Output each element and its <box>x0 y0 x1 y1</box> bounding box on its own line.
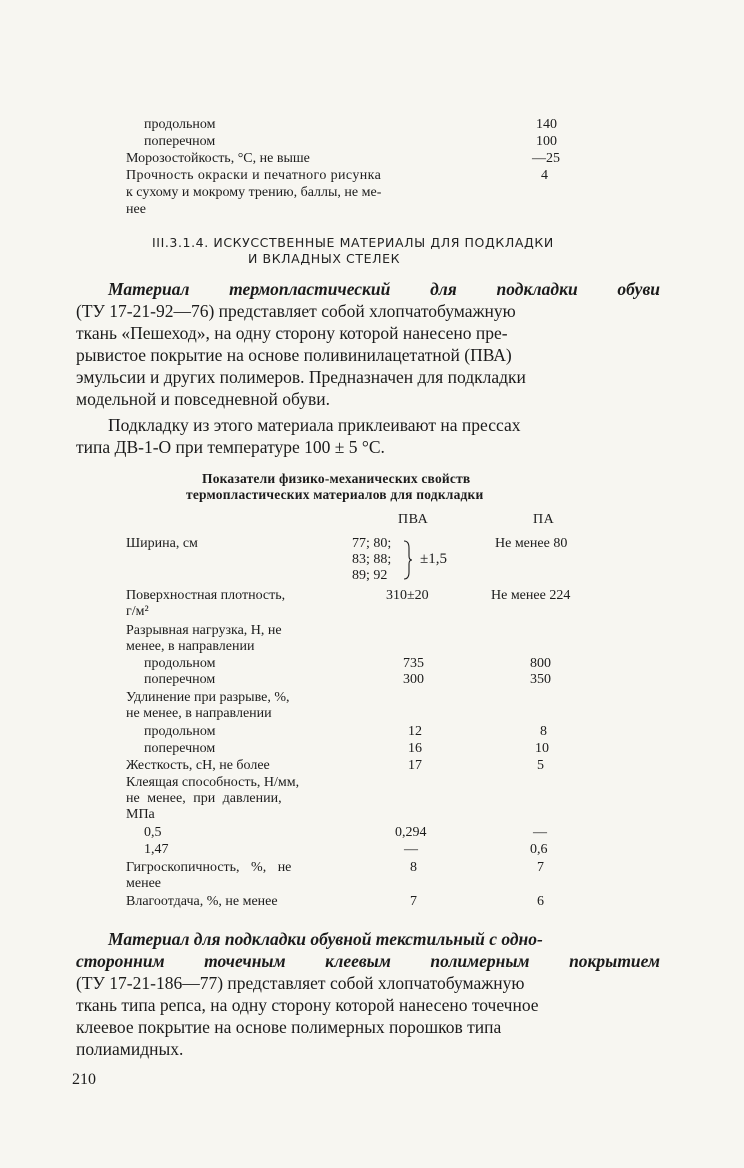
row-value-pva: 12 <box>408 724 422 739</box>
width-pa-value: Не менее 80 <box>495 536 568 551</box>
row-label: продольном <box>144 656 216 671</box>
paragraph-3-line: клеевое покрытие на основе полимерных порошков типа <box>76 1017 502 1037</box>
paragraph-1-bold-lead: Материал термопластический для подкладки обуви <box>108 279 660 299</box>
paragraph-1-line: модельной и повседневной обуви. <box>76 389 330 409</box>
paragraph-1-line: эмульсии и других полимеров. Предназначен для подкладки <box>76 367 526 387</box>
row-value-pva: 0,294 <box>395 825 427 840</box>
row-label-width: Ширина, см <box>126 536 198 551</box>
column-header-pa: ПА <box>533 512 555 527</box>
row-label: Удлинение при разрыве, %, <box>126 690 290 705</box>
row-value-pva: 7 <box>410 894 417 909</box>
row-value-pa: 6 <box>537 894 544 909</box>
row-label: Клеящая способность, Н/мм, <box>126 775 300 790</box>
column-header-pva: ПВА <box>398 512 429 527</box>
row-label: Влагоотдача, %, не менее <box>126 894 278 909</box>
row-value-pa: 7 <box>537 860 544 875</box>
row-label: 0,5 <box>144 825 162 840</box>
row-label: менее <box>126 876 161 891</box>
row-value-pa: — <box>533 825 547 840</box>
width-pva-tolerance: ±1,5 <box>420 551 447 567</box>
paragraph-3-bold-line: Материал для подкладки обувной текстильный с одно- <box>108 929 543 949</box>
row-label: продольном <box>144 724 216 739</box>
width-pva-line: 77; 80; <box>352 536 392 551</box>
row-value-pa: 10 <box>535 741 549 756</box>
row-value-pa: Не менее 224 <box>491 588 571 603</box>
top-row-label: нее <box>126 202 146 217</box>
paragraph-2-line: Подкладку из этого материала приклеивают на прессах <box>108 415 521 435</box>
row-value-pva: 735 <box>403 656 424 671</box>
row-value-pa: 0,6 <box>530 842 548 857</box>
row-value-pa: 5 <box>537 758 544 773</box>
row-label: Жесткость, сН, не более <box>126 758 270 773</box>
paragraph-1-line: (ТУ 17-21-92—76) представляет собой хлопчатобумажную <box>76 301 516 321</box>
top-row-label: к сухому и мокрому трению, баллы, не ме- <box>126 185 382 200</box>
paragraph-1-line: ткань «Пешеход», на одну сторону которой нанесено пре- <box>76 323 508 343</box>
row-label: МПа <box>126 807 155 822</box>
row-label: не менее, в направлении <box>126 706 272 721</box>
top-row-label: Прочность окраски и печатного рисунка <box>126 168 382 183</box>
width-pva-line: 89; 92 <box>352 568 388 583</box>
paragraph-3-line: ткань типа репса, на одну сторону которой нанесено точечное <box>76 995 539 1015</box>
paragraph-3-line: полиамидных. <box>76 1039 184 1059</box>
top-row-label: поперечном <box>144 134 216 149</box>
row-label <box>126 587 342 604</box>
label-word: Поверхностная плотность, <box>126 588 286 603</box>
label-line <box>126 587 342 604</box>
top-row-value: 100 <box>536 134 557 149</box>
row-value-pva: 300 <box>403 672 424 687</box>
top-row-label: продольном <box>144 117 216 132</box>
row-label: 1,47 <box>144 842 169 857</box>
row-value-pa: 800 <box>530 656 551 671</box>
paragraph-3-line: (ТУ 17-21-186—77) представляет собой хлопчатобумажную <box>76 973 525 993</box>
top-row-value: 4 <box>541 168 548 183</box>
paragraph-1-line: рывистое покрытие на основе поливинилацетатной (ПВА) <box>76 345 512 365</box>
row-value-pva: 16 <box>408 741 422 756</box>
row-value-pva: 310±20 <box>386 588 429 603</box>
row-label: поперечном <box>144 672 216 687</box>
page-number: 210 <box>72 1071 96 1088</box>
paragraph-3-bold-line: сторонним точечным клеевым полимерным покрытием <box>76 951 660 971</box>
row-label: менее, в направлении <box>126 639 255 654</box>
row-value-pva: 8 <box>410 860 417 875</box>
curly-brace-icon <box>403 540 413 580</box>
section-heading-line2: И ВКЛАДНЫХ СТЕЛЕК <box>248 251 401 266</box>
width-pva-line: 83; 88; <box>352 552 392 567</box>
row-value-pa: 350 <box>530 672 551 687</box>
paragraph-2-line: типа ДВ-1-О при температуре 100 ± 5 °С. <box>76 437 385 457</box>
row-value-pva: 17 <box>408 758 422 773</box>
row-label: г/м² <box>126 604 149 619</box>
section-heading-line1: III.3.1.4. ИСКУССТВЕННЫЕ МАТЕРИАЛЫ ДЛЯ ПОДКЛАДКИ <box>152 235 554 250</box>
table-title-line2: термопластических материалов для подкладки <box>186 487 484 502</box>
row-label: Гигроскопичность, %, не <box>126 860 292 875</box>
top-row-value: 140 <box>536 117 557 132</box>
row-value-pva: — <box>404 842 418 857</box>
row-label: поперечном <box>144 741 216 756</box>
row-label: не менее, при давлении, <box>126 791 282 806</box>
top-row-value: —25 <box>532 151 560 166</box>
row-label: Разрывная нагрузка, Н, не <box>126 623 282 638</box>
row-value-pa: 8 <box>540 724 547 739</box>
top-row-label: Морозостойкость, °С, не выше <box>126 151 310 166</box>
table-title-line1: Показатели физико-механических свойств <box>202 471 471 486</box>
